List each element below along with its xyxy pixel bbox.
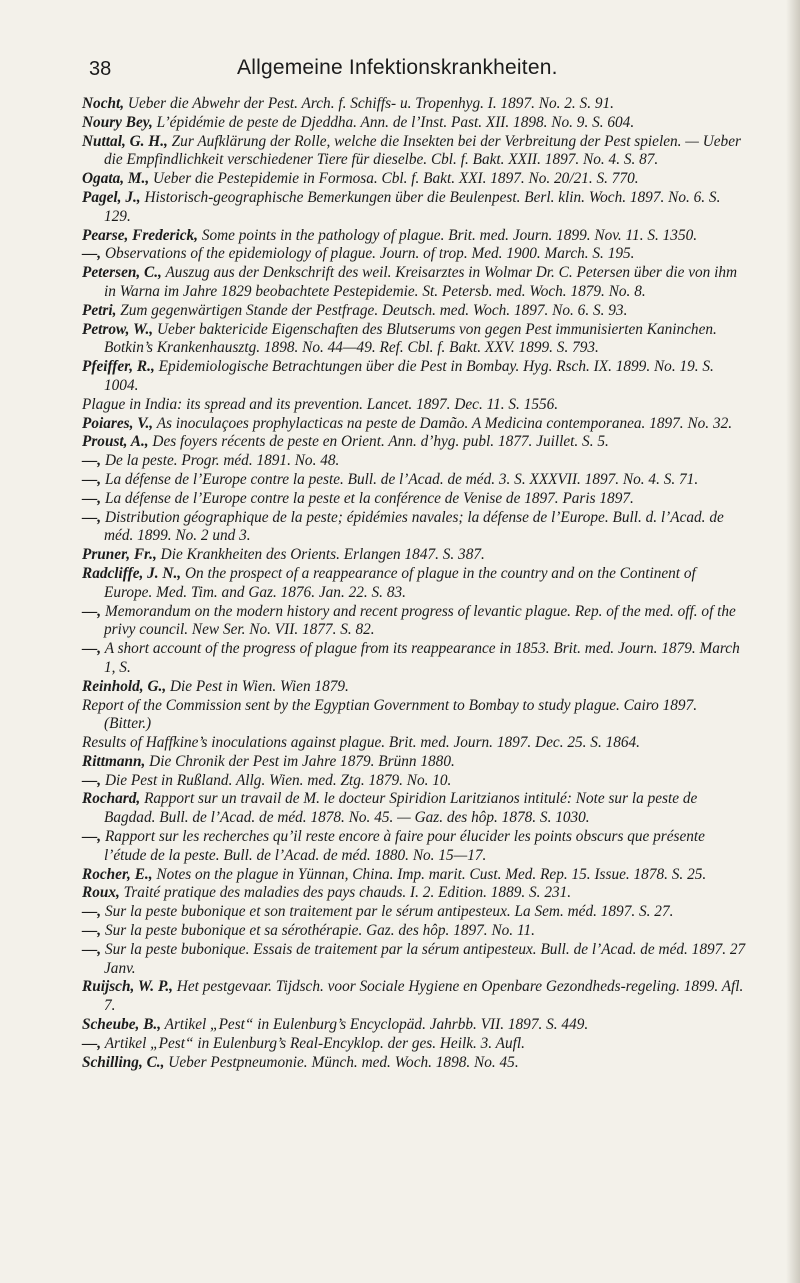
entry-text: Zum gegenwärtigen Stande der Pestfrage. Deutsch. med. Woch. 1897. No. 6. S. 93. — [120, 301, 628, 319]
bibliography-entry — [82, 734, 746, 753]
entry-author: Nocht, — [82, 95, 125, 112]
entry-author: —, — [82, 489, 102, 507]
entry-author: Poiares, V., — [82, 414, 154, 432]
entry-author: —, — [82, 1034, 102, 1052]
entry-author: —, — [82, 452, 102, 470]
running-title: Allgemeine Infektionskrankheiten. — [237, 56, 558, 79]
entry-text: La défense de l’Europe contre la peste. Bull. de l’Acad. de méd. 3. S. XXXVII. 1897. No. 4. S. 71. — [104, 470, 699, 488]
entry-author: Radcliffe, J. N., — [82, 564, 182, 582]
bibliography-entry — [82, 640, 746, 678]
bibliography-entry — [82, 302, 746, 321]
entry-author: Schilling, C., — [82, 1053, 165, 1071]
bibliography-entry — [82, 1016, 746, 1035]
entry-text: Results of Haffkine’s inoculations against plague. Brit. med. Journ. 1897. Dec. 25. S. 1864. — [82, 734, 641, 752]
bibliography-entry — [82, 866, 746, 885]
entry-author: Ruijsch, W. P., — [82, 978, 173, 996]
entry-author: Pagel, J., — [82, 188, 141, 206]
bibliography-entry — [82, 114, 746, 133]
bibliography-entry — [82, 396, 746, 415]
entry-text: Artikel „Pest“ in Eulenburg’s Real-Encyklop. der ges. Heilk. 3. Aufl. — [104, 1034, 525, 1052]
bibliography-entry — [82, 490, 746, 509]
bibliography-entry — [82, 227, 746, 246]
entry-text: On the prospect of a reappearance of plague in the country and on the Continent of Europe. Med. Tim. and Gaz. 1876. Jan. 22. S. 83. — [104, 564, 696, 601]
entry-author: Rochard, — [82, 790, 141, 808]
entry-text: Memorandum on the modern history and recent progress of levantic plague. Rep. of the med. off. of the privy council. New Ser. No. VII. 1877. S. 82. — [104, 602, 736, 639]
entry-text: Die Pest in Wien. Wien 1879. — [169, 677, 349, 695]
entry-text: Report of the Commission sent by the Egyptian Government to Bombay to study plague. Cairo 1897. (Bitter.) — [82, 696, 698, 733]
entry-text: Ueber die Pestepidemie in Formosa. Cbl. f. Bakt. XXI. 1897. No. 20/21. S. 770. — [152, 170, 639, 188]
entry-author: —, — [82, 508, 102, 526]
entry-text: Zur Aufklärung der Rolle, welche die Insekten bei der Verbreitung der Pest spielen. — Ueber die Empfindlichkeit verschiedener Tiere für dieselbe. Cbl. f. Bakt. XXII. 1897. No. 4. S. 87. — [104, 132, 741, 169]
entry-text: Die Krankheiten des Orients. Erlangen 1847. S. 387. — [160, 546, 485, 564]
bibliography-entry — [82, 978, 746, 1016]
entry-author: Rittmann, — [82, 752, 146, 770]
bibliography-entry — [82, 433, 746, 452]
entry-text: Some points in the pathology of plague. Brit. med. Journ. 1899. Nov. 11. S. 1350. — [201, 226, 698, 244]
bibliography-entry — [82, 1035, 746, 1054]
entry-author: Petri, — [82, 301, 117, 319]
entry-author: Proust, A., — [82, 433, 149, 451]
entry-author: —, — [82, 903, 102, 921]
bibliography-entry — [82, 603, 746, 641]
entry-author: Pearse, Frederick, — [82, 226, 198, 244]
entry-text: Traité pratique des maladies des pays chauds. I. 2. Edition. 1889. S. 231. — [123, 884, 572, 902]
entry-text: Die Pest in Rußland. Allg. Wien. med. Ztg. 1879. No. 10. — [104, 771, 452, 789]
page-header — [89, 44, 689, 84]
bibliography-entry — [82, 358, 746, 396]
entry-author: —, — [82, 828, 102, 846]
bibliography-entry — [82, 452, 746, 471]
bibliography-entry — [82, 678, 746, 697]
entry-text: Sur la peste bubonique et sa sérothérapie. Gaz. des hôp. 1897. No. 11. — [104, 922, 535, 940]
entry-text: Sur la peste bubonique et son traitement par le sérum antipesteux. La Sem. méd. 1897. S. 27. — [104, 903, 674, 921]
bibliography-entry — [82, 565, 746, 603]
bibliography-entry — [82, 697, 746, 735]
bibliography-entry — [82, 922, 746, 941]
entry-text: Sur la peste bubonique. Essais de traitement par la sérum antipesteux. Bull. de l’Acad. de méd. 1897. 27 Janv. — [104, 940, 746, 977]
entry-author: Petrow, W., — [82, 320, 154, 338]
entry-text: Rapport sur les recherches qu’il reste encore à faire pour élucider les points obscurs que présente l’étude de la peste. Bull. de l’Acad. de méd. 1880. No. 15—17. — [104, 828, 705, 864]
entry-author: Noury Bey, — [82, 113, 153, 131]
bibliography-entry — [82, 790, 746, 828]
entry-author: —, — [82, 922, 102, 940]
bibliography-entry — [82, 321, 746, 359]
entry-author: Reinhold, G., — [82, 677, 167, 695]
entry-text: Auszug aus der Denkschrift des weil. Kreisarztes in Wolmar Dr. C. Petersen über die von ihm in Warna im Jahre 1829 beobachtete Pestepidemie. St. Petersb. med. Woch. 1879. No. 8. — [104, 264, 738, 300]
entry-text: La défense de l’Europe contre la peste et la conférence de Venise de 1897. Paris 1897. — [104, 489, 634, 507]
bibliography-entry — [82, 509, 746, 547]
bibliography-entry — [82, 903, 746, 922]
entry-text: A short account of the progress of plague from its reappearance in 1853. Brit. med. Journ. 1879. March 1, S. — [104, 640, 740, 676]
entry-text: L’épidémie de peste de Djeddha. Ann. de l’Inst. Past. XII. 1898. No. 9. S. 604. — [156, 113, 635, 131]
entry-author: —, — [82, 940, 102, 958]
bibliography-entry — [82, 170, 746, 189]
entry-author: Ogata, M., — [82, 170, 150, 188]
entry-text: Historisch-geographische Bemerkungen über die Beulenpest. Berl. klin. Woch. 1897. No. 6. S. 129. — [104, 188, 721, 225]
entry-author: —, — [82, 245, 102, 263]
entry-text: De la peste. Progr. méd. 1891. No. 48. — [104, 452, 340, 470]
entry-text: Ueber Pestpneumonie. Münch. med. Woch. 1898. No. 45. — [168, 1053, 519, 1071]
entry-text: Distribution géographique de la peste; épidémies navales; la défense de l’Europe. Bull. d. l’Acad. de méd. 1899. No. 2 und 3. — [104, 508, 724, 545]
entry-text: Die Chronik der Pest im Jahre 1879. Brünn 1880. — [149, 752, 455, 770]
entry-author: —, — [82, 470, 102, 488]
bibliography-entry — [82, 471, 746, 490]
entry-author: —, — [82, 640, 102, 658]
bibliography-entry — [82, 415, 746, 434]
entry-text: Ueber baktericide Eigenschaften des Blutserums von gegen Pest immunisierten Kaninchen. Botkin’s Krankenhausztg. 1898. No. 44—49. Ref. Cbl. f. Bakt. XXV. 1899. S. 793. — [104, 320, 717, 357]
entry-author: —, — [82, 771, 102, 789]
entry-text: Epidemiologische Betrachtungen über die Pest in Bombay. Hyg. Rsch. IX. 1899. No. 19. S. 1004. — [104, 358, 714, 394]
entry-text: Notes on the plague in Yünnan, China. Imp. marit. Cust. Med. Rep. 15. Issue. 1878. S. 25. — [156, 865, 707, 883]
entry-text: Plague in India: its spread and its prevention. Lancet. 1897. Dec. 11. S. 1556. — [82, 395, 559, 413]
bibliography-entry — [82, 245, 746, 264]
entry-author: Pruner, Fr., — [82, 546, 157, 564]
entry-text: As inoculaçoes prophylacticas na peste de Damão. A Medicina contemporanea. 1897. No. 32. — [156, 414, 733, 432]
bibliography-entry — [82, 828, 746, 866]
entry-author: Pfeiffer, R., — [82, 358, 155, 376]
bibliography-list — [82, 95, 746, 1072]
entry-author: Roux, — [82, 884, 120, 902]
entry-author: Petersen, C., — [82, 264, 162, 282]
bibliography-entry — [82, 753, 746, 772]
entry-author: Rocher, E., — [82, 865, 153, 883]
entry-text: Ueber die Abwehr der Pest. Arch. f. Schiffs- u. Tropenhyg. I. 1897. No. 2. S. 91. — [127, 95, 614, 112]
entry-author: —, — [82, 602, 102, 620]
entry-text: Het pestgevaar. Tijdsch. voor Sociale Hygiene en Openbare Gezondheds-regeling. 1899. Afl. 7. — [104, 978, 744, 1015]
bibliography-entry — [82, 133, 746, 171]
entry-text: Artikel „Pest“ in Eulenburg’s Encyclopäd. Jahrbb. VII. 1897. S. 449. — [164, 1016, 589, 1034]
bibliography-entry — [82, 941, 746, 979]
entry-author: Scheube, B., — [82, 1016, 162, 1034]
bibliography-entry — [82, 95, 746, 114]
bibliography-entry — [82, 884, 746, 903]
bibliography-entry — [82, 264, 746, 302]
bibliography-entry — [82, 189, 746, 227]
entry-text: Rapport sur un travail de M. le docteur Spiridion Laritzianos intitulé: Note sur la peste de Bagdad. Bull. de l’Acad. de méd. 1878. No. 45. — Gaz. des hôp. 1878. S. 1030. — [104, 790, 698, 827]
entry-text: Des foyers récents de peste en Orient. Ann. d’hyg. publ. 1877. Juillet. S. 5. — [152, 433, 609, 451]
page-edge-shadow — [786, 0, 800, 1283]
page-number: 38 — [89, 58, 112, 80]
entry-text: Observations of the epidemiology of plague. Journ. of trop. Med. 1900. March. S. 195. — [104, 245, 635, 263]
entry-author: Nuttal, G. H., — [82, 132, 168, 150]
bibliography-entry — [82, 546, 746, 565]
bibliography-entry — [82, 1054, 746, 1073]
bibliography-entry — [82, 772, 746, 791]
